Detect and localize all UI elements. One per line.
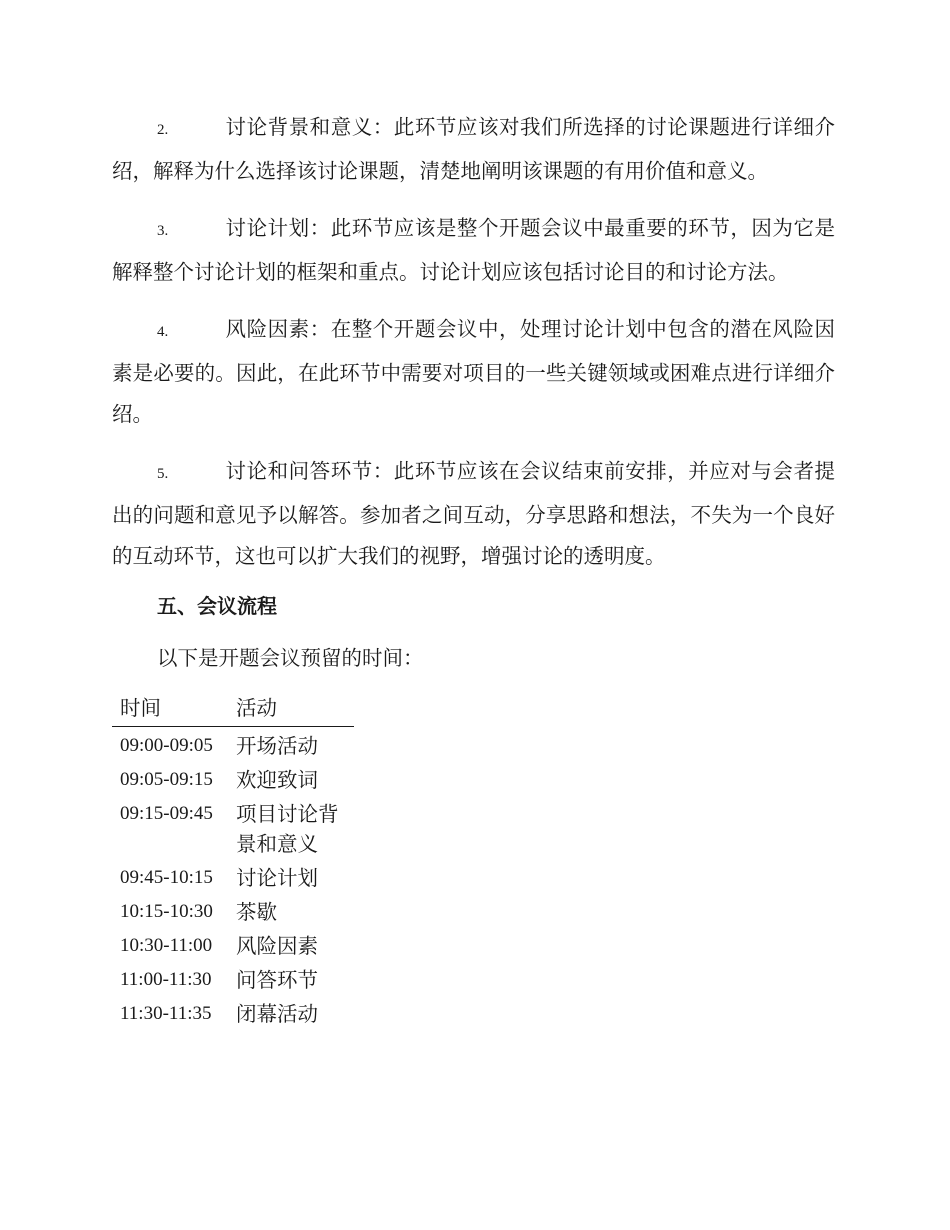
activity-cell: 闭幕活动	[236, 1002, 318, 1026]
section-intro: 以下是开题会议预留的时间：	[157, 646, 424, 670]
time-cell: 10:30-11:00	[120, 935, 213, 956]
time-cell: 11:00-11:30	[120, 969, 212, 990]
item-text: 讨论背景和意义：此环节应该对我们所选择的讨论课题进行详细介绍，解释为什么选择该讨论课题，清楚地阐明该课题的有用价值和意义。	[112, 115, 835, 183]
table-row	[112, 929, 354, 963]
activity-cell: 开场活动	[236, 734, 318, 758]
item-number: 3.	[157, 223, 169, 239]
activity-cell: 项目讨论背景和意义	[236, 802, 339, 856]
activity-cell: 风险因素	[236, 934, 318, 958]
time-cell: 09:45-10:15	[120, 867, 213, 888]
table-row	[112, 963, 354, 997]
table-row	[112, 797, 354, 861]
column-header-time: 时间	[112, 693, 236, 727]
section-heading: 五、会议流程	[157, 594, 277, 618]
time-cell: 11:30-11:35	[120, 1003, 212, 1024]
table-row	[112, 895, 354, 929]
item-text: 讨论计划：此环节应该是整个开题会议中最重要的环节，因为它是解释整个讨论计划的框架和重点。讨论计划应该包括讨论目的和讨论方法。	[112, 216, 835, 284]
item-text: 讨论和问答环节：此环节应该在会议结束前安排，并应对与会者提出的问题和意见予以解答。参加者之间互动，分享思路和想法，不失为一个良好的互动环节，这也可以扩大我们的视野，增强讨论的透明度。	[112, 459, 835, 568]
item-number: 4.	[157, 324, 169, 340]
activity-cell: 茶歇	[236, 900, 277, 924]
time-cell: 09:05-09:15	[120, 769, 213, 790]
document-page	[112, 107, 835, 1031]
table-row	[112, 763, 354, 797]
table-row	[112, 727, 354, 764]
time-cell: 10:15-10:30	[120, 901, 213, 922]
column-header-activity: 活动	[236, 693, 354, 727]
table-row	[112, 997, 354, 1031]
item-number: 5.	[157, 466, 169, 482]
activity-cell: 欢迎致词	[236, 768, 318, 792]
schedule-table	[112, 693, 354, 1031]
activity-cell: 问答环节	[236, 968, 318, 992]
list-item-4	[112, 309, 835, 435]
activity-cell: 讨论计划	[236, 866, 318, 890]
time-cell: 09:00-09:05	[120, 735, 213, 756]
list-item-5	[112, 451, 835, 577]
item-number: 2.	[157, 122, 169, 138]
table-header-row	[112, 693, 354, 727]
time-cell: 09:15-09:45	[120, 803, 213, 824]
list-item-3	[112, 208, 835, 293]
list-item-2	[112, 107, 835, 192]
item-text: 风险因素：在整个开题会议中，处理讨论计划中包含的潜在风险因素是必要的。因此，在此环节中需要对项目的一些关键领域或困难点进行详细介绍。	[112, 317, 835, 426]
table-row	[112, 861, 354, 895]
